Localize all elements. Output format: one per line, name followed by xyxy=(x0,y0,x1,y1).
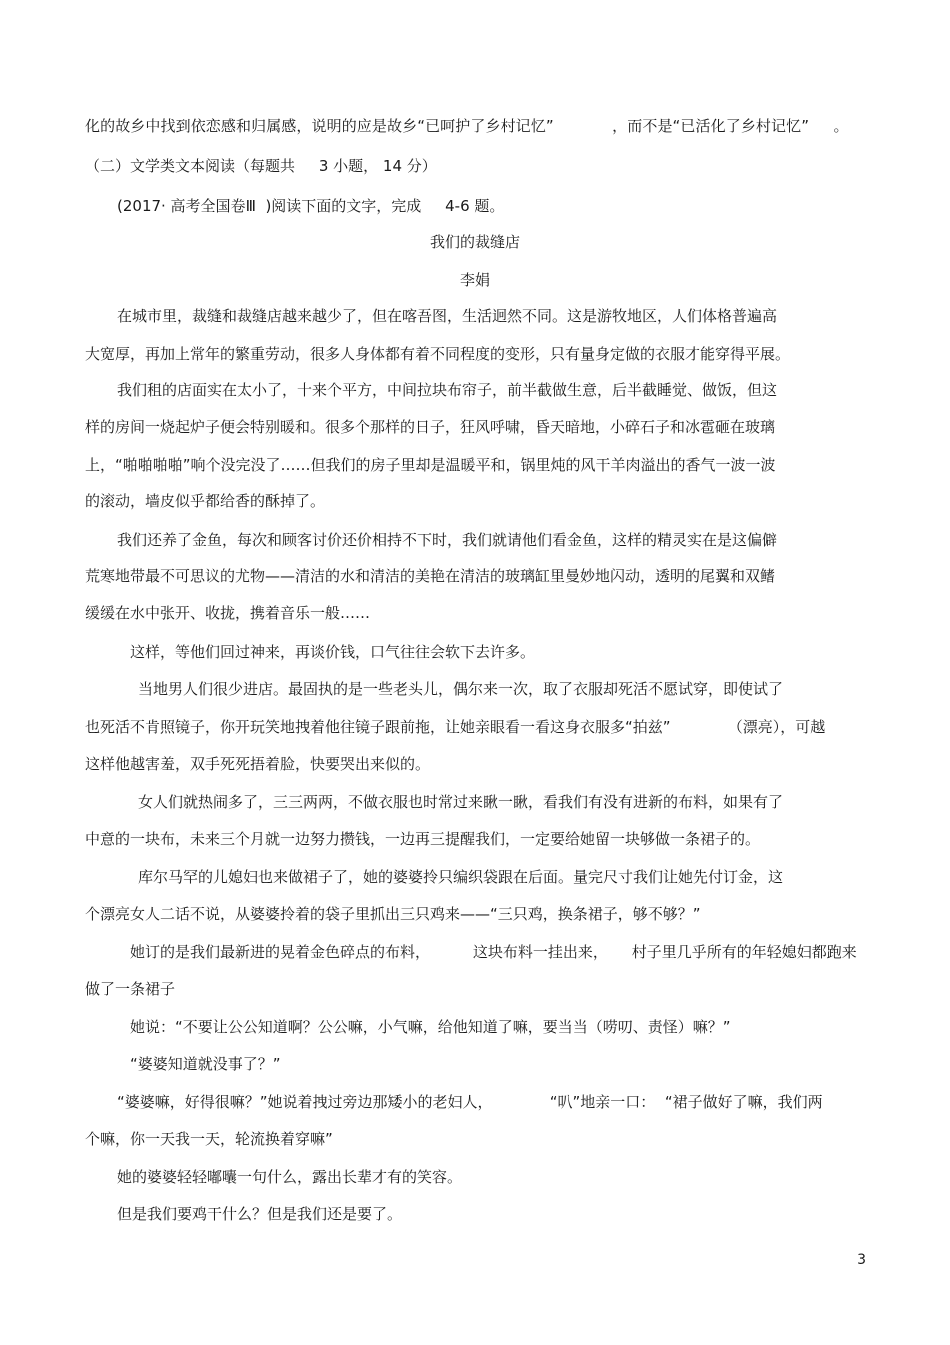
text-line: 库尔马罕的儿媳妇也来做裙子了，她的婆婆拎只编织袋跟在后面。量完尺寸我们让她先付订金，这 xyxy=(138,868,784,886)
text-line: 她的婆婆轻轻嘟囔一句什么，露出长辈才有的笑容。 xyxy=(117,1168,463,1186)
article-author: 李娟 xyxy=(459,271,490,289)
text-line: 大宽厚，再加上常年的繁重劳动，很多人身体都有着不同程度的变形，只有量身定做的衣服才能穿得平展。 xyxy=(85,345,791,363)
text-line: 她说：“不要让公公知道啊？公公嘛，小气嘛，给他知道了嘛，要当当（唠叨、责怪）嘛？” xyxy=(130,1018,731,1036)
text-line: “婆婆知道就没事了？” xyxy=(130,1055,281,1073)
text-line: 我们租的店面实在太小了，十来个平方，中间拉块布帘子，前半截做生意，后半截睡觉、做饭，但这 xyxy=(117,381,778,399)
text-line: 这样，等他们回过神来，再谈价钱，口气往往会软下去许多。 xyxy=(130,643,536,661)
text-line: 上，“啪啪啪啪”响个没完没了……但我们的房子里却是温暖平和，锅里炖的风干羊肉溢出的香气一波一波 xyxy=(85,456,776,474)
text-line: 当地男人们很少进店。最固执的是一些老头儿，偶尔来一次，取了衣服却死活不愿试穿，即使试了 xyxy=(138,680,784,698)
page-number: 3 xyxy=(857,1252,866,1268)
text-line: 她订的是我们最新进的晃着金色碎点的布料， 这块布料一挂出来， 村子里几乎所有的年轻媳妇都跑来 xyxy=(130,943,857,961)
text-line: 化的故乡中找到依恋感和归属感，说明的应是故乡“已呵护了乡村记忆” ，而不是“已活化了乡村记忆” 。 xyxy=(85,117,849,135)
text-line: 女人们就热闹多了，三三两两，不做衣服也时常过来瞅一瞅，看我们有没有进新的布料，如果有了 xyxy=(138,793,784,811)
section-heading: （二）文学类文本阅读（每题共 3 小题， 14 分） xyxy=(85,157,437,175)
text-line: 也死活不肯照镜子，你开玩笑地拽着他往镜子跟前拖，让她亲眼看一看这身衣服多“拍兹” （漂亮），可越 xyxy=(85,718,826,736)
text-line: 但是我们要鸡干什么？但是我们还是要了。 xyxy=(117,1205,403,1223)
article-title: 我们的裁缝店 xyxy=(429,233,520,251)
text-line: 在城市里，裁缝和裁缝店越来越少了，但在喀吾图，生活迥然不同。这是游牧地区，人们体格普遍高 xyxy=(117,307,778,325)
text-line: 做了一条裙子 xyxy=(85,980,176,998)
text-line: 个嘛，你一天我一天，轮流换着穿嘛” xyxy=(85,1130,333,1148)
text-line: 我们还养了金鱼，每次和顾客讨价还价相持不下时，我们就请他们看金鱼，这样的精灵实在是这偏僻 xyxy=(117,531,778,549)
text-line: 这样他越害羞，双手死死捂着脸，快要哭出来似的。 xyxy=(85,755,431,773)
text-line: 的滚动，墙皮似乎都给香的酥掉了。 xyxy=(85,492,326,510)
text-line: 中意的一块布，未来三个月就一边努力攒钱，一边再三提醒我们，一定要给她留一块够做一条裙子的。 xyxy=(85,830,761,848)
text-line: (2017· 高考全国卷Ⅲ )阅读下面的文字，完成 4-6 题。 xyxy=(117,197,505,215)
text-line: 荒寒地带最不可思议的尤物——清洁的水和清洁的美艳在清洁的玻璃缸里曼妙地闪动，透明的尾翼和双鳍 xyxy=(85,567,776,585)
text-line: 个漂亮女人二话不说，从婆婆拎着的袋子里抓出三只鸡来——“三只鸡，换条裙子，够不够？” xyxy=(85,905,701,923)
text-line: 样的房间一烧起炉子便会特别暖和。很多个那样的日子，狂风呼啸，昏天暗地，小碎石子和冰雹砸在玻璃 xyxy=(85,418,776,436)
text-line: 缓缓在水中张开、收拢，携着音乐一般…… xyxy=(85,604,371,622)
text-line: “婆婆嘛，好得很嘛？”她说着拽过旁边那矮小的老妇人， “叭”地亲一口： “裙子做好了嘛，我们两 xyxy=(117,1093,823,1111)
